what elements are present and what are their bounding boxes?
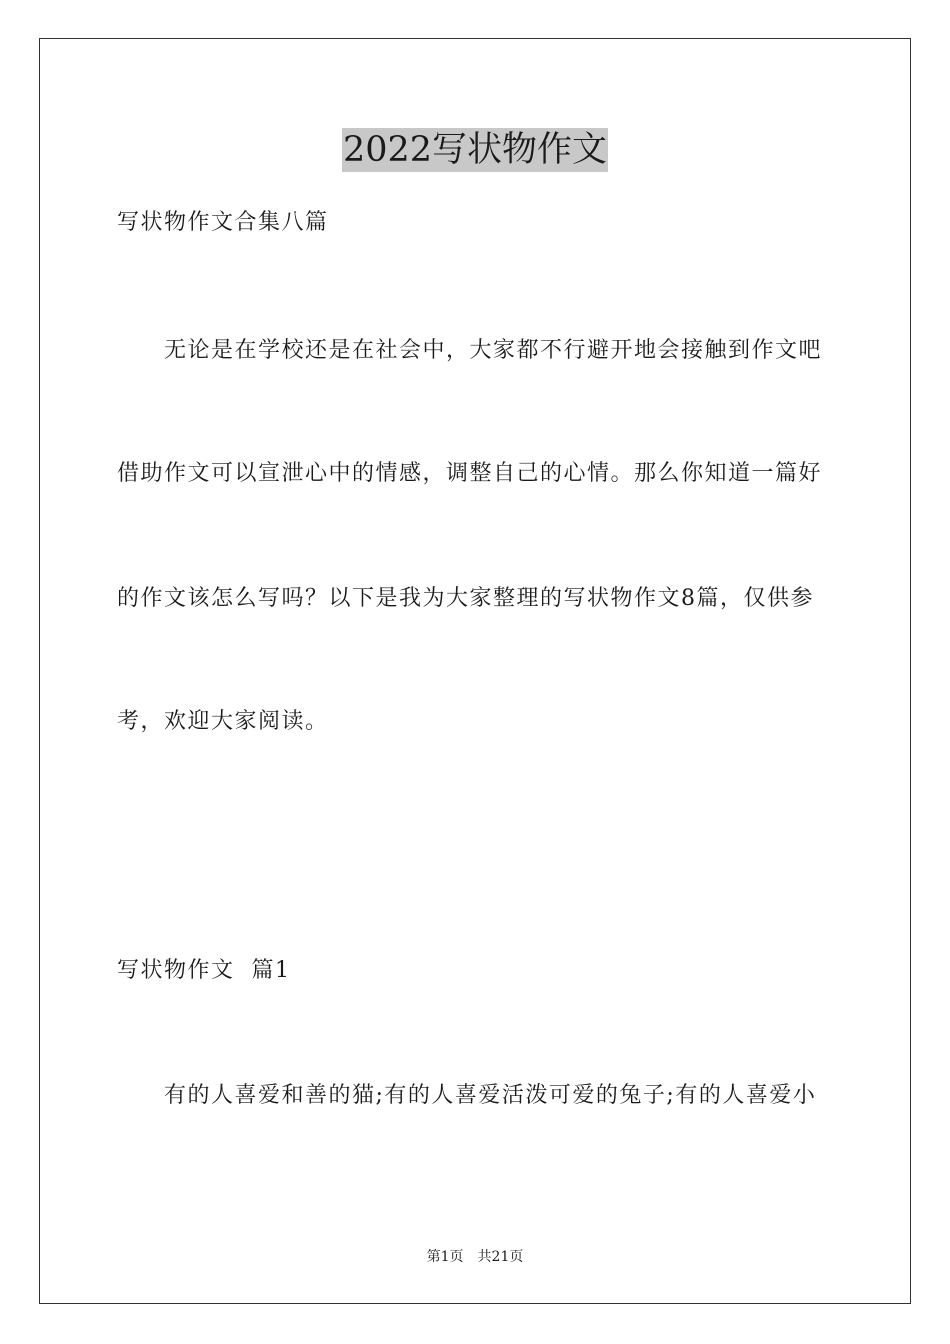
body-line-1: 有的人喜爱和善的猫;有的人喜爱活泼可爱的兔子;有的人喜爱小 bbox=[164, 1083, 817, 1108]
document-title: 2022写状物作文 bbox=[342, 130, 608, 170]
intro-line-1: 无论是在学校还是在社会中，大家都不行避开地会接触到作文吧 bbox=[164, 338, 823, 363]
title-container bbox=[0, 128, 950, 172]
document-subtitle: 写状物作文合集八篇 bbox=[117, 210, 329, 235]
intro-line-4: 考，欢迎大家阅读。 bbox=[117, 709, 329, 734]
intro-line-3: 的作文该怎么写吗？以下是我为大家整理的写状物作文8篇，仅供参 bbox=[117, 586, 814, 611]
page-number: 第1页 bbox=[426, 1249, 464, 1265]
page-footer bbox=[0, 1247, 950, 1267]
intro-line-2: 借助作文可以宣泄心中的情感，调整自己的心情。那么你知道一篇好 bbox=[117, 461, 823, 486]
section-heading: 写状物作文 篇1 bbox=[117, 958, 291, 983]
page-total: 共21页 bbox=[477, 1249, 524, 1265]
